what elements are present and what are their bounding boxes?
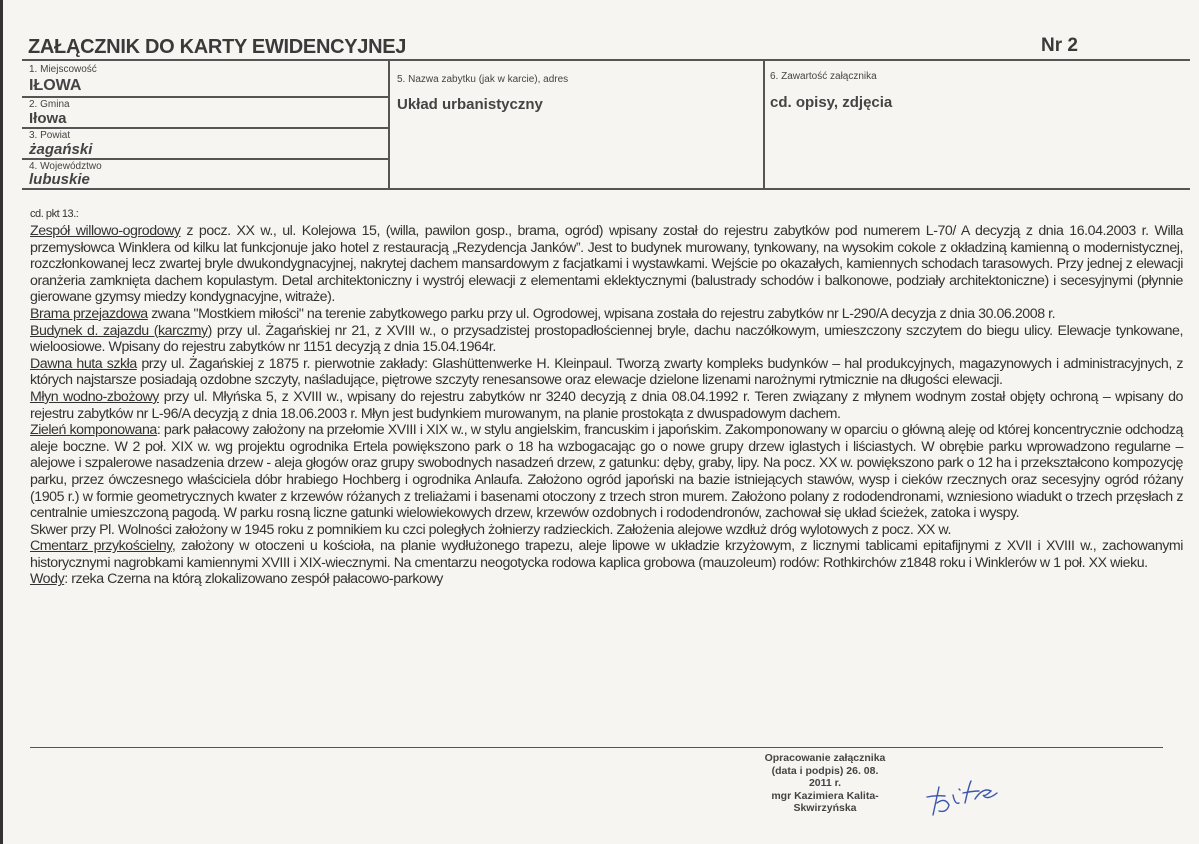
paragraph xyxy=(30,422,1183,522)
description-body xyxy=(30,207,1183,588)
paragraph-text: Skwer przy Pl. Wolności założony w 1945 roku z pomnikiem ku czci poległych żołnierzy radzieckich. Założenia alejowe wzdłuż dróg wylotowych z pocz. XX w. xyxy=(30,521,951,538)
paragraph-heading: Brama przejazdowa xyxy=(30,305,148,322)
divider xyxy=(22,158,389,160)
divider xyxy=(22,127,389,129)
paragraph-heading: Wody xyxy=(30,571,65,588)
paragraph-text: z pocz. XX w., ul. Kolejowa 15, (willa, pawilon gosp., brama, ogród) wpisany został do rejestru zabytków pod numerem L-70/ A decyzją z dnia 16.04.2003 r. Willa przemysłowca Winklera od kilku lat funkcjonuje jako hotel z restauracją „Rezydencja Janków”. Jest to budynek murowany, tynkowany, na wysokim cokole z okładziną kamienną o modernistycznej, rozczłonkowanej lecz zwartej bryle dwukondygnacyjnej, nakrytej dachem mansardowym z facjatkami i wystawkami. Wejście po okazałych, kamiennych schodach tarasowych. Przy jednej z elewacji oranżeria zamknięta dachem kopulastym. Detal architektoniczny i wystrój elewacji z elementami eklektycznymi (balustrady schodów i balkonowe, podziały architektoniczne) i secesyjnymi (płynnie gierowane gzymsy miedzy kondygnacyjne, witraże). xyxy=(30,223,1183,306)
field-value-gmina: Iłowa xyxy=(29,110,67,127)
paragraph-text: przy ul. Żagańskiej z 1875 r. pierwotnie zakłady: Glashüttenwerke H. Kleinpaul. Tworzą zwarty kompleks budynków – hal produkcyjnych, magazynowych i administracyjnych, z których najstarsze posiadają ozdobne szczyty, naśladujące, piętrowe szczyty renesansowe oraz elewacje dzielone lizenami narożnymi rytmicznie na długości elewacji. xyxy=(30,355,1183,389)
field-value-wojewodztwo: lubuskie xyxy=(29,171,90,188)
paragraph-heading: Dawna huta szkła xyxy=(30,355,137,372)
field-value-miejscowosc: IŁOWA xyxy=(29,77,82,94)
paragraph xyxy=(30,538,1183,571)
divider xyxy=(388,59,390,189)
section-intro: cd. pkt 13.: xyxy=(30,208,79,220)
prepared-by xyxy=(760,752,890,815)
field-label-miejscowosc: 1. Miejscowość xyxy=(29,64,97,75)
paragraph xyxy=(30,306,1183,323)
field-value-powiat: żagański xyxy=(29,141,93,158)
divider xyxy=(30,747,1163,748)
field-label-powiat: 3. Powiat xyxy=(29,130,71,141)
prepared-by-line: Opracowanie załącznika xyxy=(764,752,886,764)
paragraph xyxy=(30,323,1183,356)
paragraph-heading: Budynek d. zajazdu (karczmy) xyxy=(30,322,212,339)
divider xyxy=(22,188,1190,190)
paragraph xyxy=(30,571,1183,588)
field-label-zawartosc: 6. Zawartość załącznika xyxy=(770,71,877,82)
paragraph-text: , założony w otoczeni u kościoła, na planie wydłużonego trapezu, aleje lipowe w układzie krzyżowym, z licznymi tablicami epitafijnymi z XVII i XVIII w., zachowanymi historycznymi nagrobkami kamiennymi XVIII i XIX-wiecznymi. Na cmentarzu neogotycka rodowa kaplica grobowa (mauzoleum) rodów: Rothkirchów z1848 roku i Winklerów w 1 poł. XX wieku. xyxy=(30,538,1183,571)
divider xyxy=(22,59,1190,61)
paragraph-heading: Zespół willowo-ogrodowy xyxy=(30,223,181,239)
paragraph-text: : park pałacowy założony na przełomie XVIII i XIX w., w stylu angielskim, francuskim i japońskim. Zakomponowany w oparciu o główną aleję od której koncentrycznie odchodzą aleje boczne. W 2 poł. XIX w. wg projektu ogrodnika Ertela powiększono park o 18 ha wzbogacając go o nowe grupy drzew iglastych i liściastych. W obrębie parku wprowadzono regularne – alejowe i szpalerowe nasadzenia drzew - aleja głogów oraz grupy swobodnych nasadzeń drzew, z gatunku: dęby, graby, lipy. Na pocz. XX w. powiększono park o 12 ha i przekształcono kompozycję parku, przez ówczesnego właściciela dóbr hrabiego Hochberg i ogrodnika Anlaufa. Założono ogród japoński na bazie istniejących stawów, wysp i cieków rzecznych oraz secesyjny ogród różany (1905 r.) w formie geometrycznych kwater z krzewów różanych z treliażami i basenami otoczony z trzech stron murem. Założono polany z rododendronami, wzniesiono wiadukt o trzech przęsłach z centralnie umieszczoną pagodą. W parku rosną liczne gatunki wielowiekowych drzew, krzewów ozdobnych i rododendronów, zachował się układ ścieżek, zatoka i wyspy. xyxy=(30,422,1184,522)
paragraph-text: zwana "Mostkiem miłości" na terenie zabytkowego parku przy ul. Ogrodowej, wpisana została do rejestru zabytków nr L-290/A decyzja z dnia 30.06.2008 r. xyxy=(147,305,1056,322)
field-value-nazwa: Układ urbanistyczny xyxy=(397,96,543,113)
divider xyxy=(22,96,389,98)
paragraph xyxy=(30,223,1183,306)
paragraph xyxy=(30,356,1183,389)
paragraph-text: przy ul. Żagańskiej nr 21, z XVIII w., o przysadzistej prostopadłościennej bryle, dachu naczółkowym, umieszczony szczytem do biegu ulicy. Elewacje tynkowane, wieloosiowe. Wpisany do rejestru zabytków nr 1151 decyzją z dnia 15.04.1964r. xyxy=(30,322,1183,356)
paragraph xyxy=(30,389,1183,422)
field-label-gmina: 2. Gmina xyxy=(29,99,70,110)
divider xyxy=(763,59,765,189)
scan-edge xyxy=(0,0,3,844)
paragraph-text: przy ul. Młyńska 5, z XVIII w., wpisany do rejestru zabytków nr 3240 decyzją z dnia 08.04.1992 r. Teren związany z młynem wodnym został objęty ochroną – wpisany do rejestru zabytków nr L-96/A decyzją z dnia 18.06.2003 r. Młyn jest budynkiem murowanym, na planie prostokąta z dwuspadowym dachem. xyxy=(30,388,1183,422)
paragraph-heading: Młyn wodno-zbożowy xyxy=(30,388,159,405)
prepared-by-line: Skwirzyńska xyxy=(793,802,857,814)
handwritten-signature xyxy=(925,775,1020,820)
field-label-wojewodztwo: 4. Województwo xyxy=(29,161,102,172)
prepared-by-line: mgr Kazimiera Kalita- xyxy=(771,789,879,802)
paragraph-list xyxy=(30,223,1183,588)
field-value-zawartosc: cd. opisy, zdjęcia xyxy=(770,94,893,111)
prepared-by-line: (data i podpis) 26. 08. 2011 r. xyxy=(771,764,879,789)
page-title: ZAŁĄCZNIK DO KARTY EWIDENCYJNEJ xyxy=(28,36,407,58)
paragraph-heading: Cmentarz przykościelny xyxy=(30,538,172,555)
attachment-number: Nr 2 xyxy=(1041,35,1078,56)
paragraph-heading: Zieleń komponowana xyxy=(30,422,157,439)
paragraph-text: : rzeka Czerna na którą zlokalizowano zespół pałacowo-parkowy xyxy=(64,571,443,588)
field-label-nazwa: 5. Nazwa zabytku (jak w karcie), adres xyxy=(397,74,569,85)
paragraph xyxy=(30,522,1183,539)
